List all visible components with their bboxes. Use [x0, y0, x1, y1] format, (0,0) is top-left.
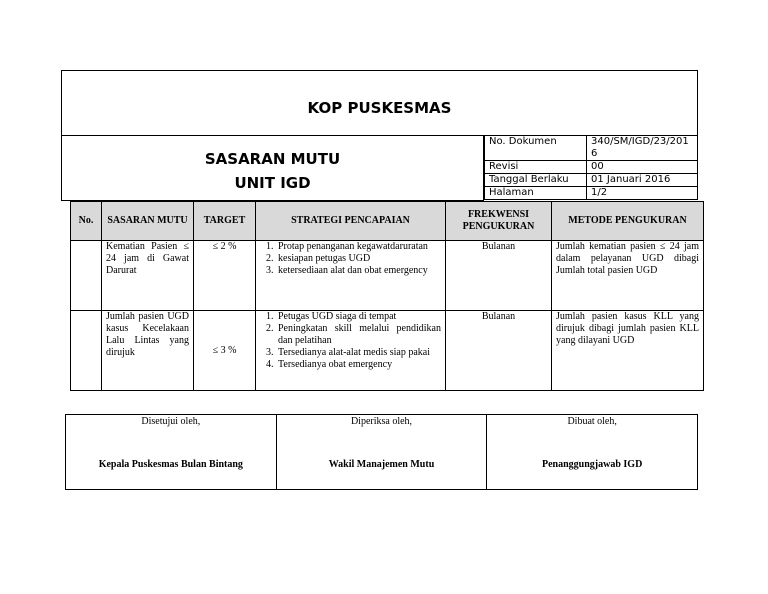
table-row [71, 241, 704, 311]
cell-metode: Jumlah kematian pasien ≤ 24 jam dalam pelayanan UGD dibagi Jumlah total pasien UGD [552, 241, 704, 311]
strategi-item: 1. Petugas UGD siaga di tempat [276, 311, 441, 323]
cell-frekwensi: Bulanan [446, 311, 552, 391]
doc-info-row [485, 187, 698, 200]
strategi-item: 2. kesiapan petugas UGD [276, 253, 441, 265]
doc-info-value: 1/2 [587, 187, 698, 200]
signature-name: Penanggungjawab IGD [542, 459, 643, 470]
header-target: TARGET [194, 202, 256, 241]
strategi-list [260, 311, 441, 371]
cell-target: ≤ 3 % [194, 311, 256, 391]
strategi-list [260, 241, 441, 277]
strategi-item: 2. Peningkatan skill melalui pendidikan dan pelatihan [276, 323, 441, 347]
doc-info-value: 00 [587, 161, 698, 174]
signature-row [66, 415, 698, 490]
table-header-row [71, 202, 704, 241]
doc-info-value: 01 Januari 2016 [587, 174, 698, 187]
signature-table [65, 414, 698, 490]
signature-cell-made [487, 415, 698, 490]
doc-info-label: Tanggal Berlaku [485, 174, 587, 187]
doc-info-row [485, 136, 698, 161]
document-title: SASARAN MUTU [204, 150, 341, 168]
sasaran-mutu-table [70, 201, 704, 391]
signature-name: Kepala Puskesmas Bulan Bintang [98, 459, 243, 470]
cell-sasaran: Kematian Pasien ≤ 24 jam di Gawat Darurat [102, 241, 194, 311]
cell-metode: Jumlah pasien kasus KLL yang dirujuk dibagi jumlah pasien KLL yang dilayani UGD [552, 311, 704, 391]
cell-strategi [256, 241, 446, 311]
doc-info-label: Halaman [485, 187, 587, 200]
header-metode: METODE PENGUKURAN [552, 202, 704, 241]
header-strategi: STRATEGI PENCAPAIAN [256, 202, 446, 241]
table-row [71, 311, 704, 391]
header-frekwensi: FREKWENSI PENGUKURAN [446, 202, 552, 241]
signature-title: Disetujui oleh, [141, 416, 201, 427]
cell-target: ≤ 2 % [194, 241, 256, 311]
header-no: No. [71, 202, 102, 241]
cell-sasaran: Jumlah pasien UGD kasus Kecelakaan Lalu Lintas yang dirujuk [102, 311, 194, 391]
cell-strategi [256, 311, 446, 391]
strategi-item: 4. Tersedianya obat emergency [276, 359, 441, 371]
document-subtitle: UNIT IGD [234, 174, 311, 192]
doc-info-value: 340/SM/IGD/23/2016 [587, 136, 698, 161]
strategi-item: 3. Tersedianya alat-alat medis siap pakai [276, 347, 441, 359]
cell-frekwensi: Bulanan [446, 241, 552, 311]
kop-title: KOP PUSKESMAS [307, 99, 452, 117]
doc-info-row [485, 161, 698, 174]
header-sasaran: SASARAN MUTU [102, 202, 194, 241]
doc-info-label: Revisi [485, 161, 587, 174]
signature-title: Dibuat oleh, [567, 416, 617, 427]
signature-name: Wakil Manajemen Mutu [328, 459, 435, 470]
cell-no [71, 241, 102, 311]
document-info-table [484, 135, 698, 200]
signature-title: Diperiksa oleh, [350, 416, 413, 427]
cell-no [71, 311, 102, 391]
strategi-item: 1. Protap penanganan kegawatdaruratan [276, 241, 441, 253]
signature-cell-approved [66, 415, 277, 490]
doc-info-row [485, 174, 698, 187]
doc-info-label: No. Dokumen [485, 136, 587, 161]
strategi-item: 3. ketersediaan alat dan obat emergency [276, 265, 441, 277]
signature-cell-checked [276, 415, 487, 490]
